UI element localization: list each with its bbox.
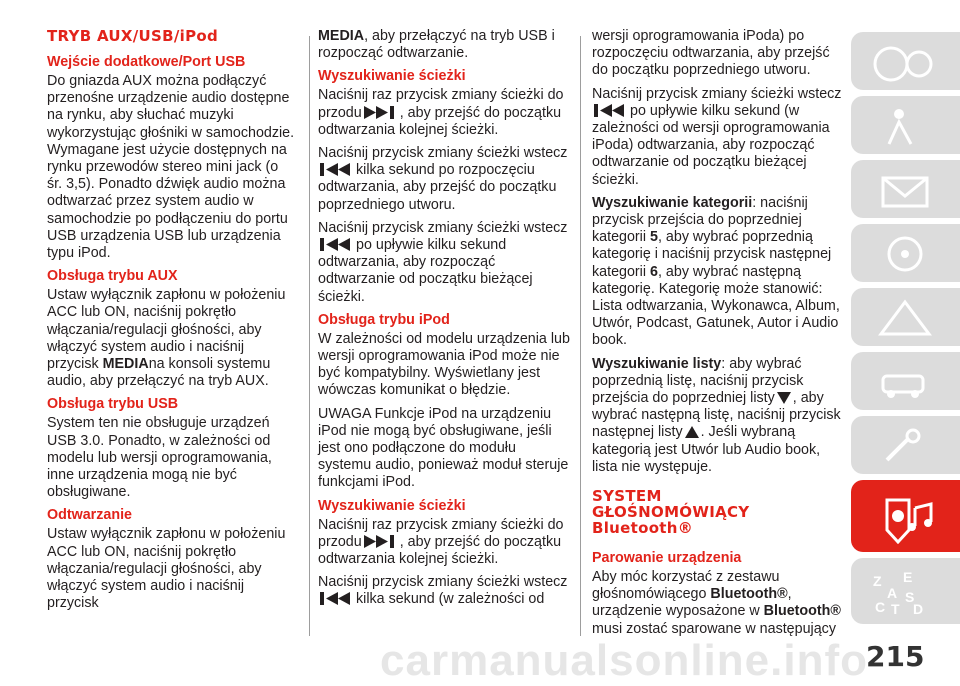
column-divider — [580, 36, 581, 636]
index-letters-icon — [869, 568, 949, 618]
tab-safety[interactable] — [851, 96, 960, 154]
watermark: carmanualsonline.info — [380, 636, 868, 685]
tab-starting[interactable] — [851, 224, 960, 282]
heading-search: Wyszukiwanie ścieżki — [318, 68, 466, 85]
para-track-2: Naciśnij przycisk zmiany ścieżki wstecz kilka sekund (w zależności od — [318, 574, 568, 608]
multimedia-icon — [869, 490, 949, 544]
para-ipod-2: UWAGA Funkcje iPod na urządzeniu iPod nie mogą być obsługiwane, jeśli jest ono podłączone do modułu systemu audio, ponieważ moduł steruje funkcjami iPod. — [318, 405, 569, 491]
para-track-1: Naciśnij raz przycisk zmiany ścieżki do przodu , aby przejść do początku odtwarzania kolejnej ścieżki. — [318, 516, 564, 568]
svg-text:C: C — [875, 599, 886, 615]
dashboard-icon — [869, 42, 939, 82]
column-divider — [309, 36, 310, 636]
tab-dashboard[interactable] — [851, 32, 960, 90]
para-pair: Aby móc korzystać z zestawu głośnomówiącego Bluetooth®, urządzenie wyposażone w Bluetooth® musi zostać sparowane w następujący — [592, 569, 841, 637]
seatbelt-icon — [869, 106, 939, 146]
svg-text:D: D — [913, 601, 924, 617]
para-aux: Ustaw wyłącznik zapłonu w położeniu ACC lub ON, naciśnij pokrętło włączania/regulacji głośności, aby włączyć system audio i naciśnij przycisk MEDIAna konsoli systemu audio, aby przełączyć na tryb AUX. — [47, 287, 286, 390]
page-number: 215 — [866, 640, 925, 673]
prev-track-icon — [320, 592, 354, 605]
heading-ipod: Obsługa trybu iPod — [318, 311, 450, 328]
para-search-1: Naciśnij raz przycisk zmiany ścieżki do przodu , aby przejść do początku odtwarzania kolejnej ścieżki. — [318, 87, 564, 138]
para-list: Wyszukiwanie listy: aby wybrać poprzednią listę, naciśnij przycisk przejścia do poprzedniej listy , aby wybrać następną listę, naciśnij przycisk następnej listy . Jeśli wybraną kategorią jest Utwór lub Audio book, lista nie występuje. — [592, 355, 841, 475]
svg-text:Z: Z — [873, 573, 882, 589]
svg-text:E: E — [903, 569, 913, 585]
tab-emergency[interactable] — [851, 288, 960, 346]
triangle-down-icon — [777, 392, 791, 404]
heading-pair: Parowanie urządzenia — [592, 550, 742, 567]
heading-usb: Obsługa trybu USB — [47, 396, 179, 413]
para-search-3: Naciśnij przycisk zmiany ścieżki wstecz po upływie kilku sekund odtwarzania, aby rozpocząć odtwarzanie od początku bieżącej ścieżki. — [318, 219, 568, 305]
tab-technical[interactable] — [851, 416, 960, 474]
para-search-2: Naciśnij przycisk zmiany ścieżki wstecz kilka sekund po rozpoczęciu odtwarzania, aby przejść do początku poprzedniego utworu. — [318, 145, 568, 213]
heading-aux: Obsługa trybu AUX — [47, 268, 178, 285]
car-service-icon — [869, 362, 939, 402]
tab-warnings[interactable] — [851, 160, 960, 218]
tab-maintenance[interactable] — [851, 352, 960, 410]
prev-track-icon — [594, 104, 628, 117]
triangle-up-icon — [685, 426, 699, 438]
warning-triangle-icon — [869, 298, 939, 338]
para-back: Naciśnij przycisk zmiany ścieżki wstecz po upływie kilku sekund (w zależności od wersji oprogramowania iPoda) odtwarzania, aby rozpocząć odtwarzanie od początku bieżącej ścieżki. — [592, 85, 842, 188]
warning-envelope-icon — [869, 170, 939, 210]
column-1 — [47, 28, 297, 618]
para-continue: wersji oprogramowania iPoda) po rozpoczęciu odtwarzania, aby przejść do początku poprzedniego utworu. — [592, 28, 830, 79]
para-usb: System ten nie obsługuje urządzeń USB 3.0. Ponadto, w zależności od modelu lub wersji oprogramowania, inne urządzenia mogą nie być obsługiwane. — [47, 415, 272, 501]
next-track-icon — [364, 535, 398, 548]
para-port: Do gniazda AUX można podłączyć przenośne urządzenie audio dostępne na rynku, aby słuchać muzyki wykorzystując głośniki w samochodzie. Wymagane jest użycie dostępnych na rynku przewodów stereo mini jack (o śr. 3,5). Ponadto dźwięk audio można odtwarzać przez system audio w samochodzie po podłączeniu do portu USB urządzenia USB lub urządzenia typu iPod. — [47, 73, 295, 262]
para-ipod-1: W zależności od modelu urządzenia lub wersji oprogramowania iPod może nie być kompatybilny. Wyświetlany jest wówczas komunikat o błędzie. — [318, 330, 570, 399]
svg-text:A: A — [887, 585, 898, 601]
svg-text:S: S — [905, 589, 915, 605]
heading-port: Wejście dodatkowe/Port USB — [47, 54, 246, 70]
para-play: Ustaw wyłącznik zapłonu w położeniu ACC lub ON, naciśnij pokrętło włączania/regulacji głośności, aby włączyć system audio i naciśnij przycisk — [47, 526, 286, 612]
tab-index[interactable] — [851, 558, 960, 624]
prev-track-icon — [320, 163, 354, 176]
next-track-icon — [364, 106, 398, 119]
column-3 — [592, 28, 844, 644]
steering-wheel-icon — [869, 234, 939, 274]
heading-search-2: Wyszukiwanie ścieżki — [318, 497, 466, 514]
tab-multimedia[interactable] — [851, 480, 960, 552]
wrench-icon — [869, 426, 939, 466]
section-title-bt: SYSTEM GŁOŚNOMÓWIĄCY Bluetooth® — [592, 487, 750, 538]
section-title-aux: TRYB AUX/USB/iPod — [47, 27, 219, 45]
para-media: MEDIA, aby przełączyć na tryb USB i rozpocząć odtwarzanie. — [318, 28, 555, 62]
svg-text:T: T — [891, 601, 900, 617]
column-2 — [318, 28, 570, 615]
chapter-tabs — [851, 28, 960, 648]
heading-play: Odtwarzanie — [47, 507, 133, 524]
prev-track-icon — [320, 238, 354, 251]
para-category: Wyszukiwanie kategorii: naciśnij przycisk przejścia do poprzedniej kategorii 5, aby wybrać poprzednią kategorię i naciśnij przycisk następnej kategorii 6, aby wybrać następną kategorię. Kategorię może stanowić: Lista odtwarzania, Wykonawca, Album, Utwór, Podcast, Gatunek, Autor i Audio book. — [592, 194, 840, 349]
